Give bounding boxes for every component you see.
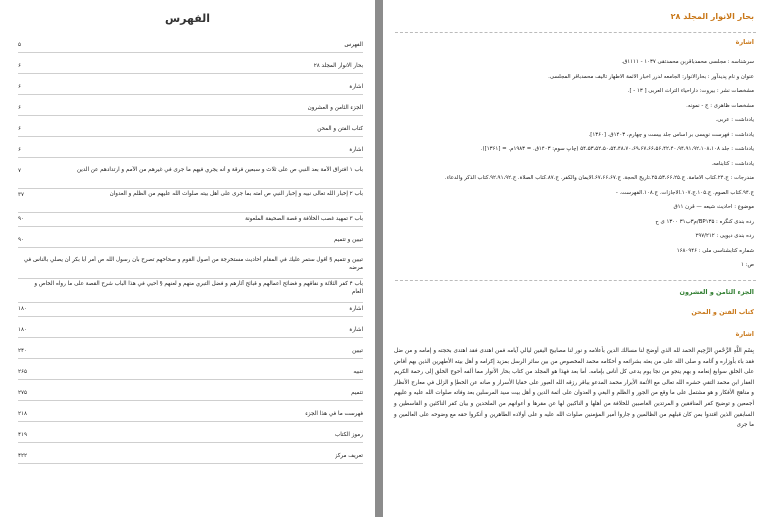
toc-row[interactable] [18, 235, 363, 248]
toc-entry-text: اشارة [349, 306, 363, 312]
toc-row[interactable] [18, 145, 363, 158]
toc-entry-text: اشارة [349, 147, 363, 153]
toc-page-number: ۲۷۵ [18, 390, 28, 396]
metadata-line: ج.۹۴.کتاب الصوم. ج.۱۰۵.ج.۱۰۷.الاجازات. ج.۱۰۸.الفهرست. - [615, 189, 754, 196]
toc-row[interactable] [18, 280, 363, 303]
toc-row[interactable] [18, 430, 363, 443]
book-title: بحار الانوار المجلد ۲۸ [670, 12, 754, 21]
toc-page-number: ۱۸۰ [18, 306, 28, 312]
toc-page-number: ۶ [18, 105, 22, 111]
toc-row[interactable] [18, 325, 363, 338]
metadata-line: موضوع : احادیث شیعه — قرن ۱۱ق [673, 204, 754, 210]
body-paragraph: بِسْمِ اللَّهِ الرَّحْمنِ الرَّحِيمِ الحمد لله الذي أوضح لنا مسالك الدين بأعلامه و نور لنا مصابيح اليقين ليالي آيامه فمن اهتدى فقد اهتدى بحجته و إمامه و من ضل فقد باء بأوزاره و آثامه و صلى الله على من بعثه بشرائعه و أحكامه محمد المخصوص من بين سائر الرسل بمزيد إكرامه و أهل بيته الأطهرين الذين بهم أفاض على الخلق سوابغ إنعامه و بهم ينجو من نجا يوم يدعى كل أناس بإمامه. أما بعد فهذا هو المجلد من كتاب بحار الأنوار مما ألفه أحوج الخلق إلى رحمة الكريم الغفار ابن محمد التقي حشره الله تعالى مع الأئمة الأبرار محمد المدعو بباقر رزقه الله العبور على خفايا الأسرار و صانه عن الخطإ و الزلل في معارج الأنظار و مناهج الأفكار و هو مشتمل على ما وقع من الجور و الظلم و البغي و العدوان على أئمة الدين و أهل بيت سيد المرسلين بعد وفاته صلوات الله عليه و عليهم أجمعين و توضيح كفر المنافقين و المرتدين الغاصبين للخلافة من أهلها و الناكبين لها عن مقرها و أعوانهم من الملحدين و بيان كفر الناكثين و القاسطين و السابقين الذين اقتدوا بمن كان قبلهم من الظالمين و جاروا أمير المؤمنين صلوات الله عليه و على أولاده الطاهرين و أنكروا حقه مع وضوحه على العالمين و ما جرى [394, 348, 754, 429]
toc-row[interactable] [18, 367, 363, 380]
toc-entry-text: تبيين [352, 348, 363, 354]
divider [395, 280, 756, 281]
toc-entry-text: الجزء الثامن و العشرون [307, 105, 363, 111]
toc-entry-text: تبيين و تتميم § أقول ستمر عليك في المقام أحاديث مستخرجة من أصول القوم و صحاحهم تصرح بأن رسول الله ص أمر أبا بكر أن يصلي بالناس في مرضه [23, 257, 363, 271]
toc-page-number: ۶ [18, 84, 22, 90]
page-gutter [375, 0, 383, 517]
toc-row[interactable] [18, 40, 363, 53]
toc-page-number: ۶ [18, 63, 22, 69]
toc-page-number: ۷ [18, 168, 22, 174]
toc-page-number: ۲۱۸ [18, 411, 28, 417]
toc-page-number: ۲۴۰ [18, 348, 28, 354]
toc-entry-text: تعريف مركز [334, 453, 363, 459]
toc-title: الفهرس [164, 12, 211, 25]
part-heading: الجزء الثامن و العشرون [679, 288, 754, 296]
metadata-line: عنوان و نام پدیدآور : بحارالانوار: الجامعه لدرر اخبار الائمة الاطهار تالیف محمدباقر المجلسی. [548, 73, 754, 80]
toc-row[interactable] [18, 103, 363, 116]
toc-row[interactable] [18, 214, 363, 227]
toc-row[interactable] [18, 451, 363, 464]
toc-row[interactable] [18, 166, 363, 189]
toc-page-number: ۴۱۹ [18, 432, 28, 438]
metadata-line: رده بندی دیویی : ۲۹۷/۲۱۲ [695, 233, 754, 239]
toc-row[interactable] [18, 124, 363, 137]
metadata-line: یادداشت : عربی. [715, 117, 754, 123]
toc-entry-text: رموز الكتاب [334, 432, 363, 438]
toc-row[interactable] [18, 409, 363, 422]
toc-entry-text: باب ۲ إخبار الله تعالى نبيه و إخبار النبي ص أمته بما جرى على أهل بيته صلوات الله عليهم من الظلم و العدوان [109, 191, 363, 197]
toc-page-number: ۳۷ [18, 192, 25, 198]
toc-entry-text: اشارة [349, 327, 363, 333]
content-page [383, 0, 768, 517]
toc-entry-text: باب ۴ كفر الثلاثة و نفاقهم و فضائح أعمالهم و قبائح آثارهم و فضل التبري منهم و لعنهم § أحيي في هذا الباب شرح القصة على ما رواه الخاص و العام [34, 281, 363, 295]
toc-page [0, 0, 376, 517]
metadata-line: یادداشت : فهرست نویسی بر اساس جلد بیست و چهارم، ۱۴۰۳ق. [۱۳۶۰]. [588, 131, 754, 138]
toc-entry-text: الفهرس [344, 42, 363, 48]
toc-row[interactable] [18, 346, 363, 359]
toc-entry-text: اشارة [349, 84, 363, 90]
toc-row[interactable] [18, 82, 363, 95]
toc-row[interactable] [18, 304, 363, 317]
toc-entry-text: فهرست ما في هذا الجزء [305, 411, 363, 417]
toc-page-number: ۵ [18, 42, 22, 48]
metadata-line: مشخصات نشر : بیروت: داراحیاء التراث العربی [ ۱۳ - ]. [627, 88, 754, 94]
toc-entry-text: تنبيه [353, 369, 363, 375]
toc-page-number: ۹۰ [18, 237, 25, 243]
metadata-line: شماره کتابشناسی ملی : ۱۶۸۰۹۴۶ [676, 247, 754, 254]
metadata-line: سرشناسه : مجلسی محمدباقربن محمدتقی ۱۰۳۷ - ۱۱۱۱ق. [621, 59, 754, 65]
metadata-line: یادداشت : کتابنامه. [711, 160, 754, 167]
metadata-line: یادداشت : جلد ۵۴،۵۳،۵۲،۵۰،۵۴،۴۸،۷۰،۶۹،۶۷،۶۶،۵۶،۴۲،۴۰،۹۴،۹۱،۹۲،۱۰۸،۱۰۸ (چاپ سوم: ۱۴۰۳ق. = ۱۹۸۳م. = [۱۳۶۱]). [480, 146, 754, 152]
toc-row[interactable] [18, 388, 363, 401]
metadata-line: مندرجات : ج.۲۴.کتاب الامامة. ج.۲۵،۵۳،۶۶،۲۵.تاریخ الحجة. ج.۶۷،۶۶،۶۷.الایمان والکفر. ج.۸۷.کتاب الصلاة. ج.۹۲،۹۱،۹۲.کتاب الذکر والدعاء. [444, 175, 754, 181]
toc-entry-text: تتميم [351, 390, 363, 396]
toc-row[interactable] [18, 256, 363, 279]
metadata-line: رده بندی کنگره : BP۱۳۵/م۳ب۳۱ ۱۳۰۰ ی ح [655, 218, 754, 225]
toc-entry-text: باب ۱ افتراق الأمة بعد النبي ص على ثلاث و سبعين فرقة و أنه يجري فيهم ما جرى في غيرهم من الأمم و ارتدادهم عن الدين [77, 167, 363, 173]
toc-page-number: ۹۰ [18, 216, 25, 222]
section-heading-ishara-2: اشارة [735, 330, 754, 338]
toc-row[interactable] [18, 61, 363, 74]
toc-page-number: ۶ [18, 126, 22, 132]
divider [395, 32, 756, 33]
metadata-line: ص: ۱ [741, 262, 754, 268]
toc-entry-text: تبيين و تتميم [333, 237, 363, 243]
section-heading-ishara: اشارة [735, 38, 754, 46]
toc-row[interactable] [18, 190, 363, 213]
toc-entry-text: باب ۳ تمهيد غصب الخلافة و قصة الصحيفة الملعونة [245, 216, 363, 222]
book-section-heading: كتاب الفتن و المحن [691, 308, 754, 316]
toc-entry-text: بحار الانوار المجلد ۲۸ [313, 63, 363, 69]
toc-page-number: ۱۸۰ [18, 327, 28, 333]
metadata-line: مشخصات ظاهری : ج - نمونه. [686, 102, 754, 109]
toc-page-number: ۴۲۲ [18, 453, 28, 459]
toc-entry-text: كتاب الفتن و المحن [317, 126, 363, 132]
toc-page-number: ۲۶۵ [18, 369, 28, 375]
toc-page-number: ۶ [18, 147, 22, 153]
